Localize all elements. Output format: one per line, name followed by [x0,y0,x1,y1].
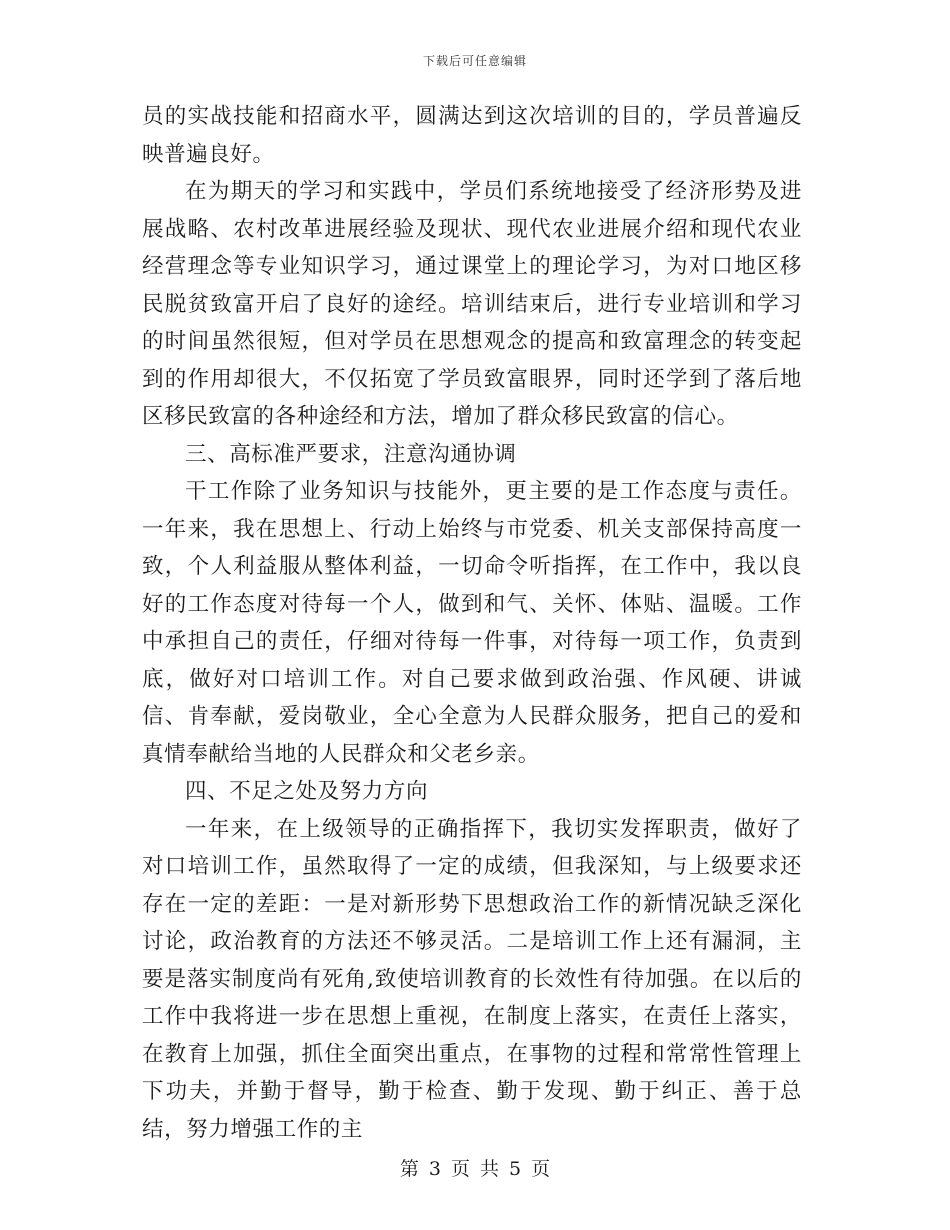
section-heading-three: 三、高标准严要求，注意沟通协调 [185,441,517,467]
paragraph-training-results: 在为期天的学习和实践中，学员们系统地接受了经济形势及进展战略、农村改革进展经验及现状、现代农业进展介绍和现代农业经营理念等专业知识学习，通过课堂上的理论学习，为对口地区移民脱贫致富开启了良好的途经。培训结束后，进行专业培训和学习的时间虽然很短，但对学员在思想观念的提高和致富理念的转变起到的作用却很大，不仅拓宽了学员致富眼界，同时还学到了落后地区移民致富的各种途经和方法，增加了群众移民致富的信心。 [142,179,802,429]
paragraph-shortcomings: 一年来，在上级领导的正确指挥下，我切实发挥职责，做好了对口培训工作，虽然取得了一定的成绩，但我深知，与上级要求还存在一定的差距：一是对新形势下思想政治工作的新情况缺乏深化讨论，政治教育的方法还不够灵活。二是培训工作上还有漏洞，主要是落实制度尚有死角,致使培训教育的长效性有待加强。在以后的工作中我将进一步在思想上重视，在制度上落实，在责任上落实，在教育上加强，抓住全面突出重点，在事物的过程和常常性管理上下功夫，并勤于督导，勤于检查、勤于发现、勤于纠正、善于总结，努力增强工作的主 [142,816,802,1142]
paragraph-continuation: 员的实战技能和招商水平，圆满达到这次培训的目的，学员普遍反映普遍良好。 [142,104,802,167]
page-number-footer: 第 3 页 共 5 页 [399,1158,551,1180]
page-header-note: 下载后可任意编辑 [422,54,527,68]
section-heading-four: 四、不足之处及努力方向 [185,779,429,804]
document-body [142,98,802,1148]
paragraph-work-attitude: 干工作除了业务知识与技能外，更主要的是工作态度与责任。一年来，我在思想上、行动上始终与市党委、机关支部保持高度一致，个人利益服从整体利益，一切命令听指挥，在工作中，我以良好的工作态度对待每一个人，做到和气、关怀、体贴、温暖。工作中承担自己的责任，仔细对待每一件事，对待每一项工作，负责到底，做好对口培训工作。对自己要求做到政治强、作风硬、讲诚信、肯奉献，爱岗敬业，全心全意为人民群众服务，把自己的爱和真情奉献给当地的人民群众和父老乡亲。 [142,479,802,767]
